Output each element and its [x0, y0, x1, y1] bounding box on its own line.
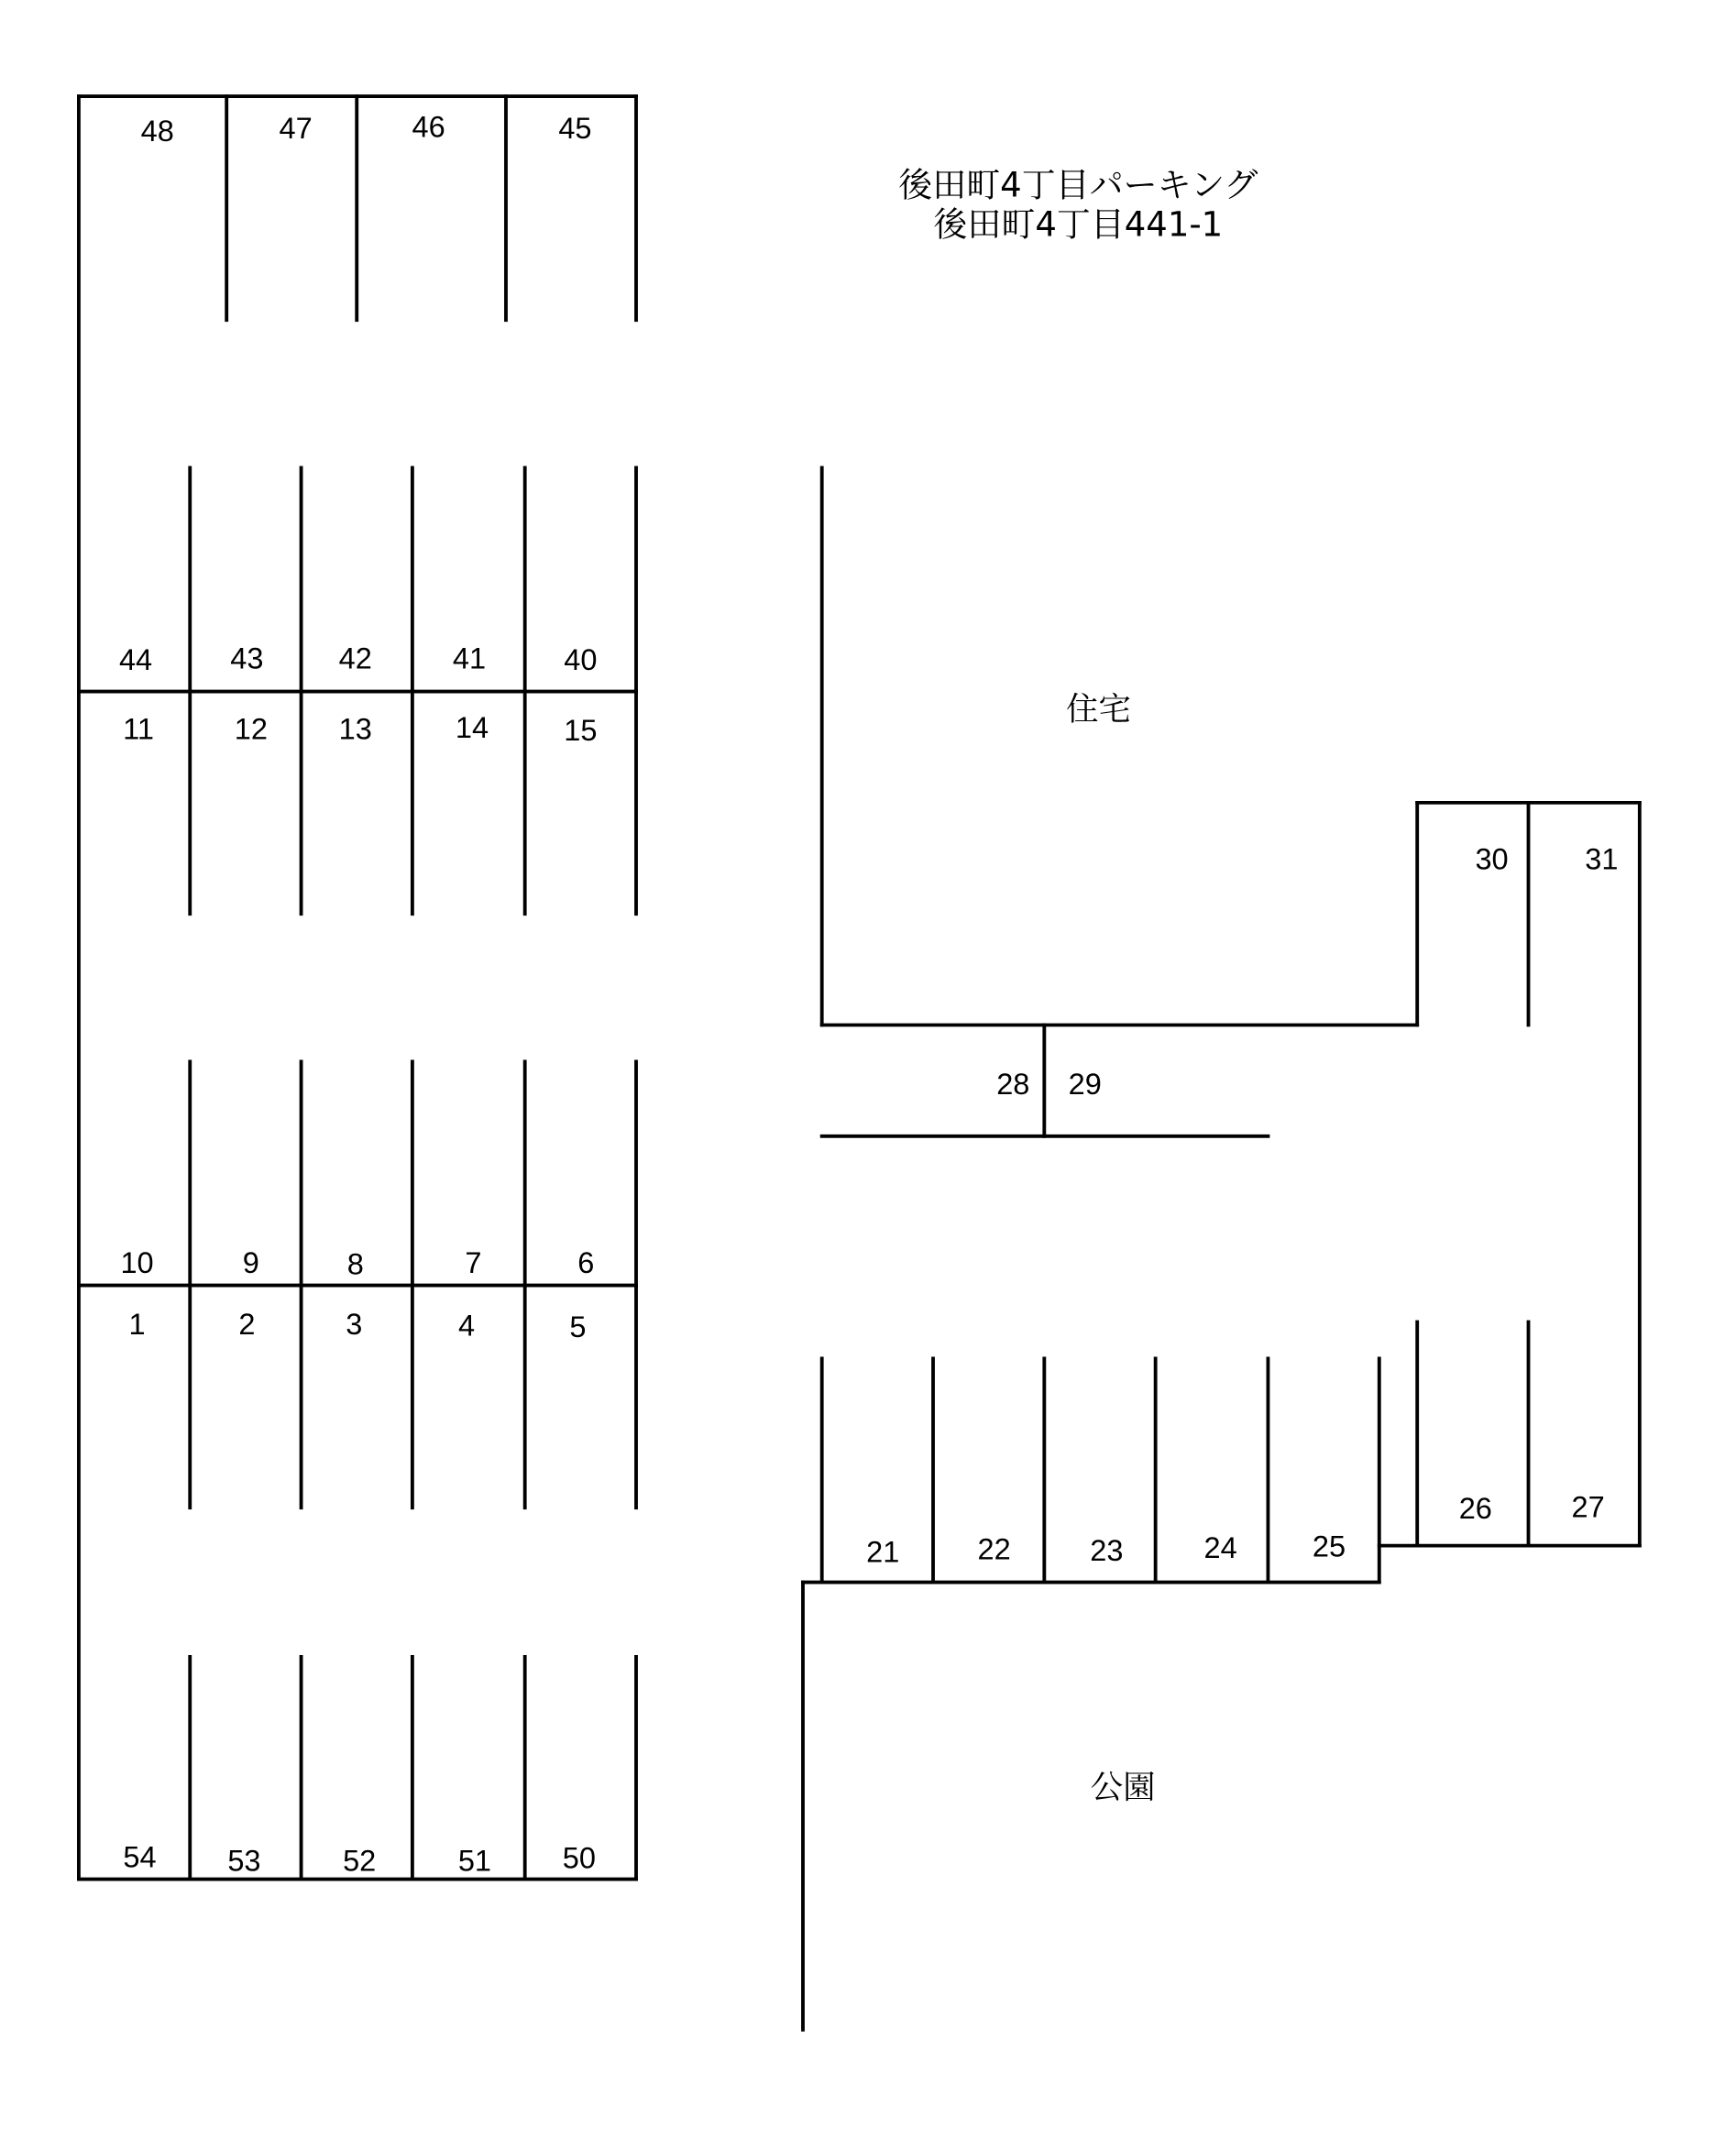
space-number-8: 8 — [346, 1247, 364, 1281]
space-number-1: 1 — [128, 1307, 146, 1341]
space-number-14: 14 — [455, 710, 489, 744]
left-parking-block — [79, 96, 636, 1880]
space-number-51: 51 — [457, 1844, 492, 1878]
space-number-3: 3 — [346, 1307, 363, 1341]
space-number-46: 46 — [412, 110, 445, 144]
right-parking-block — [803, 467, 1640, 2029]
space-number-45: 45 — [558, 111, 592, 145]
space-number-11: 11 — [123, 712, 154, 746]
space-number-43: 43 — [230, 641, 264, 675]
space-number-42: 42 — [338, 641, 372, 675]
space-number-27: 27 — [1571, 1490, 1605, 1524]
space-number-10: 10 — [120, 1246, 154, 1280]
space-number-13: 13 — [338, 712, 372, 746]
space-number-15: 15 — [564, 713, 598, 747]
space-number-30: 30 — [1475, 842, 1509, 876]
space-number-41: 41 — [452, 641, 487, 675]
space-number-23: 23 — [1090, 1533, 1124, 1567]
space-number-22: 22 — [977, 1532, 1011, 1566]
space-number-25: 25 — [1312, 1530, 1346, 1563]
house-label: 住宅 — [1066, 690, 1132, 729]
space-number-40: 40 — [564, 642, 598, 676]
space-number-44: 44 — [118, 642, 153, 676]
park-label: 公園 — [1090, 1768, 1156, 1806]
space-number-2: 2 — [238, 1307, 256, 1341]
space-number-50: 50 — [562, 1841, 596, 1875]
space-number-4: 4 — [458, 1309, 476, 1343]
space-number-52: 52 — [343, 1844, 377, 1878]
space-number-9: 9 — [242, 1246, 259, 1280]
space-number-53: 53 — [227, 1844, 261, 1878]
space-number-21: 21 — [866, 1535, 900, 1569]
lot-address: 後田町4丁目441-1 — [933, 204, 1224, 245]
space-number-47: 47 — [279, 111, 313, 145]
space-number-28: 28 — [996, 1067, 1030, 1101]
space-number-7: 7 — [465, 1246, 482, 1280]
space-number-5: 5 — [569, 1310, 587, 1343]
space-number-29: 29 — [1068, 1067, 1102, 1101]
lot-title: 後田町4丁目パーキング — [898, 165, 1258, 205]
space-number-24: 24 — [1203, 1530, 1237, 1564]
space-number-6: 6 — [577, 1246, 595, 1280]
space-number-26: 26 — [1458, 1492, 1492, 1526]
space-number-31: 31 — [1585, 842, 1619, 876]
space-number-48: 48 — [140, 114, 174, 148]
space-number-12: 12 — [234, 712, 268, 746]
space-number-labels — [119, 110, 1619, 1877]
space-number-54: 54 — [123, 1840, 157, 1874]
